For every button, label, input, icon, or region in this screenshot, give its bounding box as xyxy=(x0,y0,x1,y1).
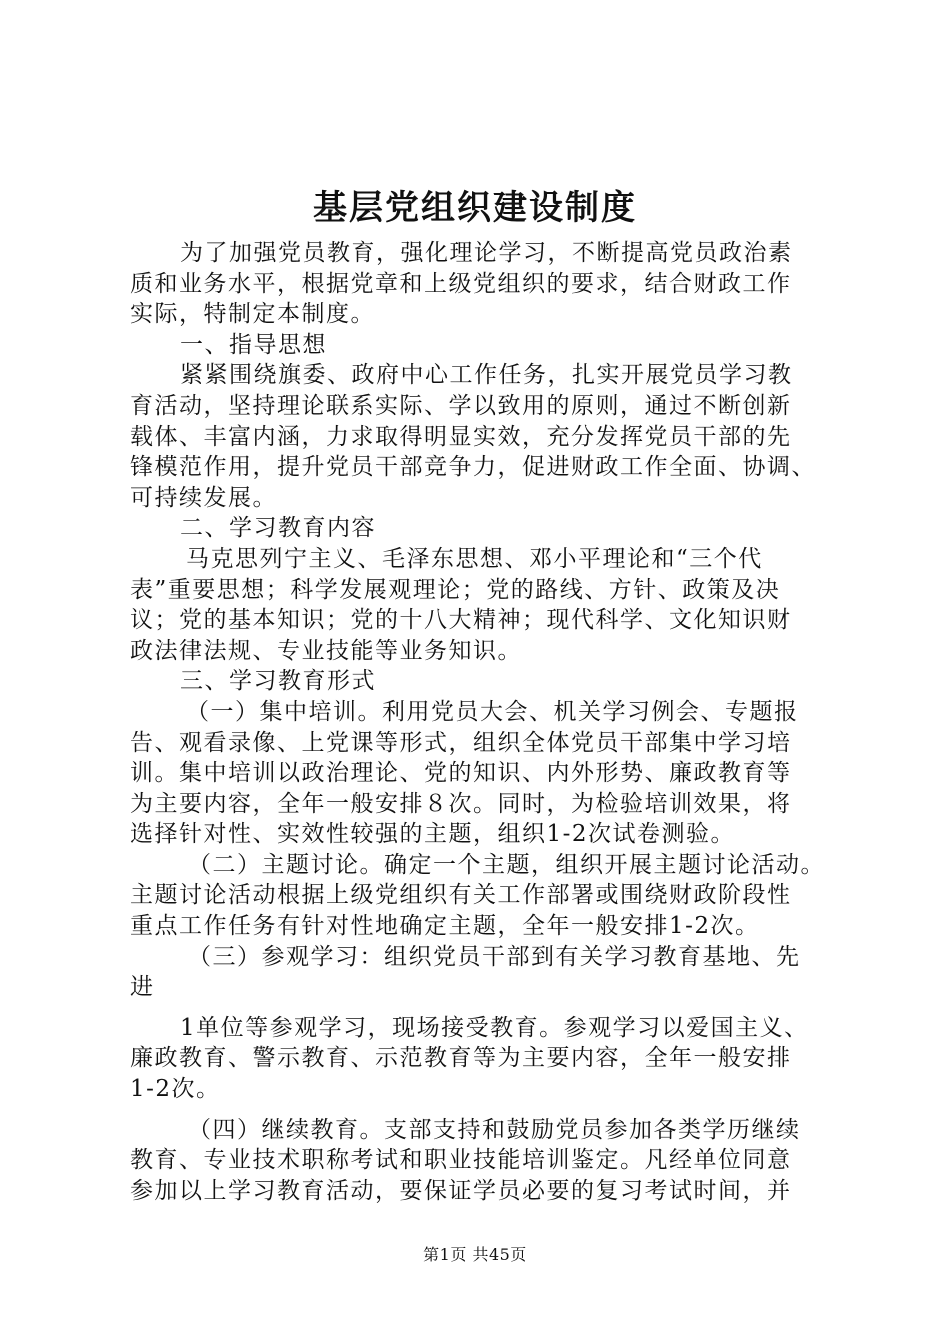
body-line: 1-2次。 xyxy=(130,1076,221,1103)
body-line: 表”重要思想；科学发展观理论；党的路线、方针、政策及决 xyxy=(130,576,781,603)
body-line: 训。集中培训以政治理论、党的知识、内外形势、廉政教育等 xyxy=(130,760,792,787)
body-line: 告、观看录像、上党课等形式，组织全体党员干部集中学习培 xyxy=(130,729,792,756)
body-line: 育活动，坚持理论联系实际、学以致用的原则，通过不断创新 xyxy=(130,392,792,419)
section-heading: 三、学习教育形式 xyxy=(180,668,376,695)
body-line: 为主要内容，全年一般安排８次。同时，为检验培训效果，将 xyxy=(130,790,792,817)
body-line: （二）主题讨论。确定一个主题，组织开展主题讨论活动。 xyxy=(188,851,825,878)
body-line: 质和业务水平，根据党章和上级党组织的要求，结合财政工作 xyxy=(130,270,792,297)
section-heading: 一、指导思想 xyxy=(180,331,327,358)
body-line: 议；党的基本知识；党的十八大精神；现代科学、文化知识财 xyxy=(130,607,792,634)
body-line: （一）集中培训。利用党员大会、机关学习例会、专题报 xyxy=(186,698,799,725)
body-line: 实际，特制定本制度。 xyxy=(130,301,375,328)
page-number-footer: 第1页 共45页 xyxy=(423,1245,527,1264)
body-line: 可持续发展。 xyxy=(130,484,277,511)
body-line: 参加以上学习教育活动，要保证学员必要的复习考试时间，并 xyxy=(130,1177,792,1204)
body-line: 政法律法规、专业技能等业务知识。 xyxy=(130,637,522,664)
section-heading: 二、学习教育内容 xyxy=(180,515,376,542)
body-line: （三）参观学习：组织党员干部到有关学习教育基地、先 xyxy=(188,943,801,970)
body-line: 主题讨论活动根据上级党组织有关工作部署或围绕财政阶段性 xyxy=(130,882,792,909)
body-line: 重点工作任务有针对性地确定主题，全年一般安排1-2次。 xyxy=(130,913,760,940)
body-line: 选择针对性、实效性较强的主题，组织1-2次试卷测验。 xyxy=(130,821,736,848)
document-title: 基层党组织建设制度 xyxy=(313,188,637,228)
body-line: 廉政教育、警示教育、示范教育等为主要内容，全年一般安排 xyxy=(130,1045,792,1072)
document-body xyxy=(130,238,835,1206)
body-line: 紧紧围绕旗委、政府中心工作任务，扎实开展党员学习教 xyxy=(180,362,793,389)
body-line: 马克思列宁主义、毛泽东思想、邓小平理论和“三个代 xyxy=(186,545,763,572)
body-line: 为了加强党员教育，强化理论学习，不断提高党员政治素 xyxy=(180,240,793,266)
body-line: 1单位等参观学习，现场接受教育。参观学习以爱国主义、 xyxy=(180,1014,809,1041)
body-line: 进 xyxy=(130,974,155,1001)
body-line: 载体、丰富内涵，力求取得明显实效，充分发挥党员干部的先 xyxy=(130,423,792,450)
body-line: （四）继续教育。支部支持和鼓励党员参加各类学历继续 xyxy=(188,1116,801,1143)
body-line: 锋模范作用，提升党员干部竞争力，促进财政工作全面、协调、 xyxy=(130,454,816,481)
body-line: 教育、专业技术职称考试和职业技能培训鉴定。凡经单位同意 xyxy=(130,1147,792,1174)
